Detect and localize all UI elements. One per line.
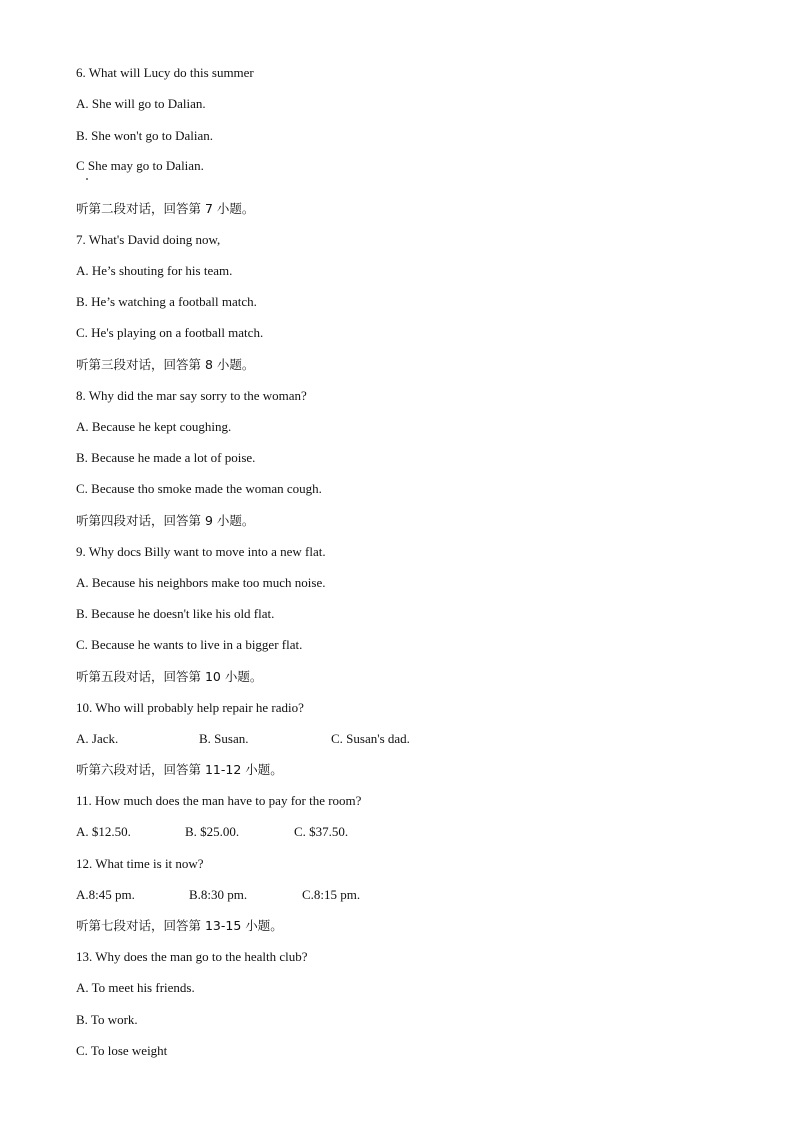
- section-header-5: 听第五段对话，回答第 10 小题。: [76, 669, 263, 684]
- question-12: 12. What time is it now?: [76, 856, 204, 871]
- q13-option-a: A. To meet his friends.: [76, 980, 195, 995]
- question-10: 10. Who will probably help repair he radio?: [76, 700, 304, 715]
- q6-option-a: A. She will go to Dalian.: [76, 96, 206, 111]
- q10-option-a: A. Jack.: [76, 731, 119, 746]
- q10-option-c: C. Susan's dad.: [331, 731, 410, 746]
- q10-options: [76, 731, 410, 747]
- stray-dot: [86, 178, 88, 180]
- q13-option-c: C. To lose weight: [76, 1043, 168, 1058]
- q6-option-b: B. She won't go to Dalian.: [76, 128, 214, 143]
- q12-option-c: C.8:15 pm.: [302, 887, 361, 902]
- q8-option-a: A. Because he kept coughing.: [76, 419, 232, 434]
- q8-option-c: C. Because tho smoke made the woman cough.: [76, 481, 322, 496]
- question-8: 8. Why did the mar say sorry to the woman?: [76, 388, 307, 403]
- section-header-7: 听第七段对话，回答第 13-15 小题。: [76, 918, 283, 933]
- q12-options: [76, 887, 360, 903]
- q12-option-a: A.8:45 pm.: [76, 887, 135, 902]
- q6-option-c: C She may go to Dalian.: [76, 158, 204, 173]
- q8-option-b: B. Because he made a lot of poise.: [76, 450, 256, 465]
- q11-options: [76, 824, 348, 840]
- q11-option-b: B. $25.00.: [185, 824, 240, 839]
- section-header-4: 听第四段对话，回答第 9 小题。: [76, 513, 255, 528]
- question-11: 11. How much does the man have to pay for the room?: [76, 793, 362, 808]
- q11-option-a: A. $12.50.: [76, 824, 131, 839]
- q13-option-b: B. To work.: [76, 1012, 138, 1027]
- section-header-6: 听第六段对话，回答第 11-12 小题。: [76, 762, 283, 777]
- section-header-3: 听第三段对话，回答第 8 小题。: [76, 357, 255, 372]
- question-7: 7. What's David doing now,: [76, 232, 221, 247]
- q12-option-b: B.8:30 pm.: [189, 887, 248, 902]
- q9-option-c: C. Because he wants to live in a bigger flat.: [76, 637, 303, 652]
- q9-option-a: A. Because his neighbors make too much noise.: [76, 575, 326, 590]
- question-9: 9. Why docs Billy want to move into a new flat.: [76, 544, 326, 559]
- q7-option-a: A. He’s shouting for his team.: [76, 263, 233, 278]
- q7-option-b: B. He’s watching a football match.: [76, 294, 257, 309]
- question-13: 13. Why does the man go to the health club?: [76, 949, 308, 964]
- question-6: 6. What will Lucy do this summer: [76, 65, 254, 80]
- q10-option-b: B. Susan.: [199, 731, 249, 746]
- q7-option-c: C. He's playing on a football match.: [76, 325, 264, 340]
- q9-option-b: B. Because he doesn't like his old flat.: [76, 606, 275, 621]
- q11-option-c: C. $37.50.: [294, 824, 349, 839]
- section-header-2: 听第二段对话，回答第 7 小题。: [76, 201, 255, 216]
